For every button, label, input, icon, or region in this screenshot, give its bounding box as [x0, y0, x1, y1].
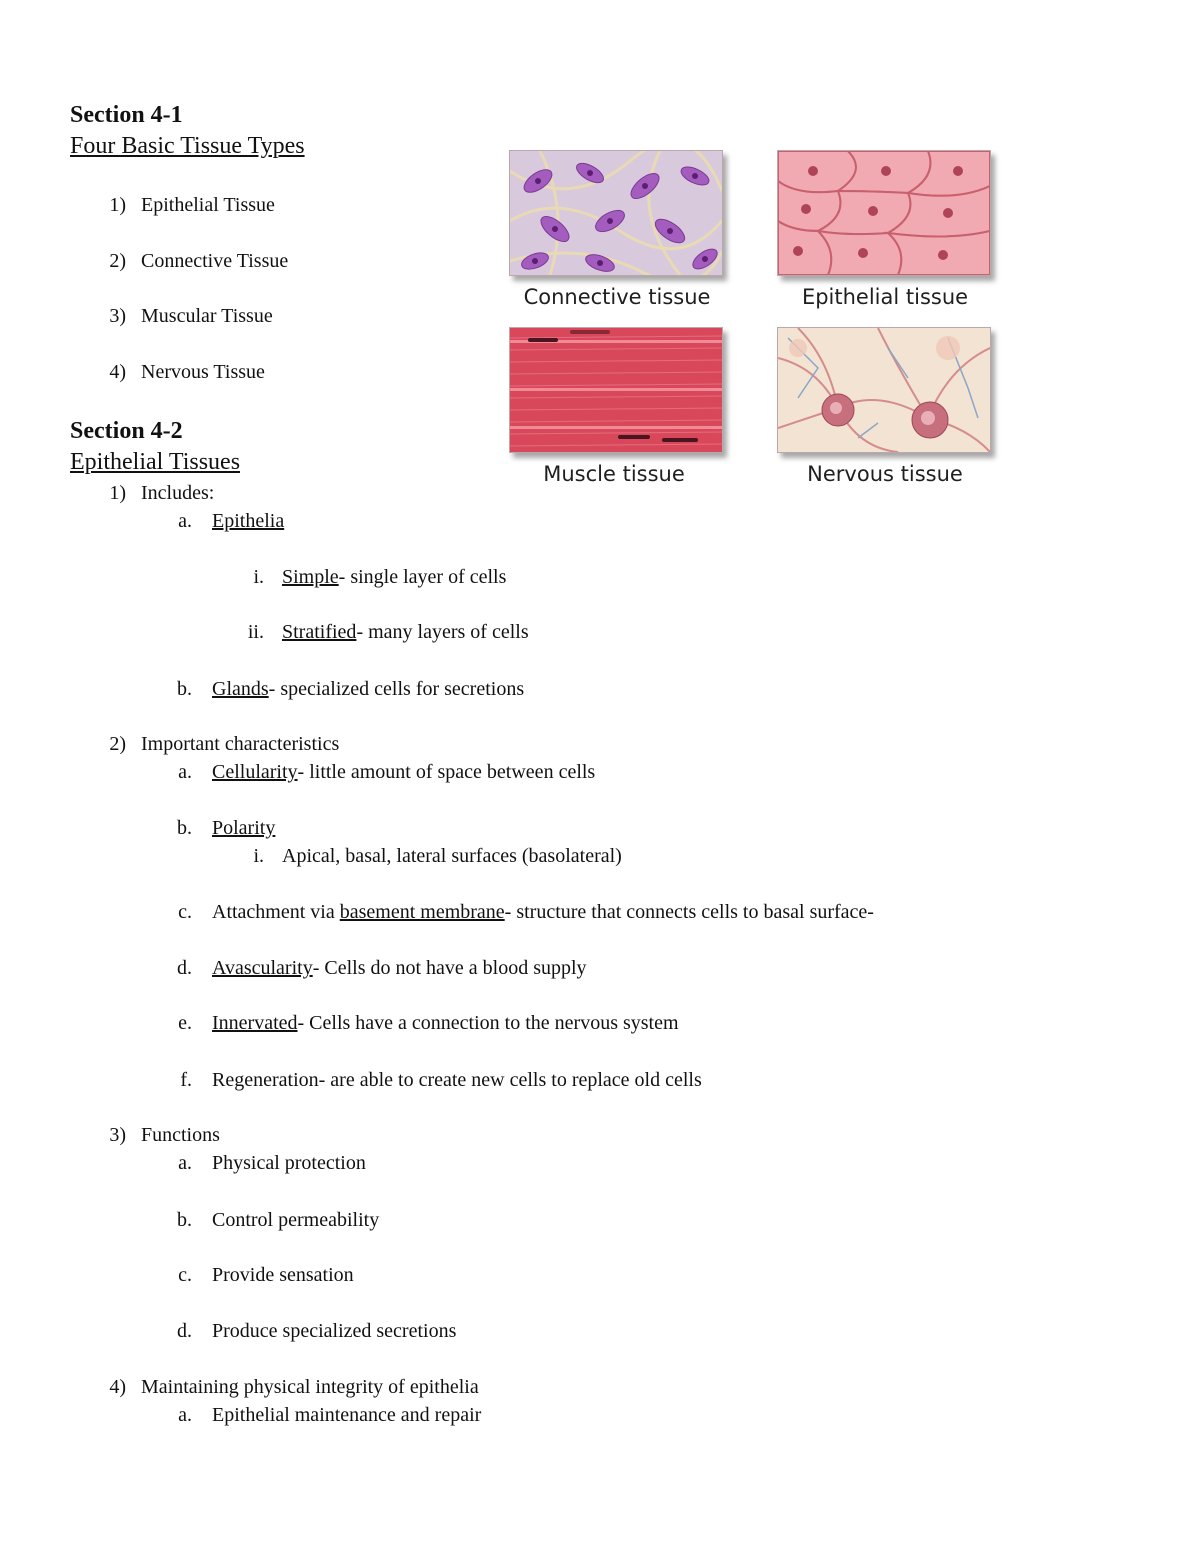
list-letter: a.	[178, 1152, 192, 1174]
function-produce-secretions: Produce specialized secretions	[212, 1320, 457, 1342]
term-glands: Glands	[212, 678, 269, 700]
list-letter: f.	[180, 1069, 192, 1091]
stratified-definition: - many layers of cells	[356, 621, 529, 643]
list-roman: i.	[253, 845, 264, 867]
cellularity-definition: - little amount of space between cells	[297, 761, 596, 783]
term-innervated: Innervated	[212, 1012, 298, 1034]
list-roman: i.	[253, 566, 264, 588]
simple-definition: - single layer of cells	[338, 566, 507, 588]
muscle-tissue-image	[509, 327, 723, 453]
term-stratified: Stratified	[282, 621, 357, 643]
list-number: 3)	[109, 1124, 126, 1146]
list-letter: a.	[178, 1404, 192, 1426]
term-epithelia: Epithelia	[212, 510, 285, 532]
list-letter: d.	[177, 1320, 192, 1342]
list-item-connective: Connective Tissue	[141, 250, 289, 272]
integrity-heading: Maintaining physical integrity of epithelia	[141, 1376, 479, 1398]
connective-tissue-image	[509, 150, 723, 276]
list-letter: a.	[178, 761, 192, 783]
term-basement-membrane: basement membrane	[339, 901, 505, 923]
term-avascularity: Avascularity	[212, 957, 313, 979]
term-simple: Simple	[282, 566, 339, 588]
function-provide-sensation: Provide sensation	[212, 1264, 354, 1286]
epithelial-tissue-image	[777, 150, 991, 276]
list-letter: b.	[177, 1209, 192, 1231]
section-4-1-title: Section 4-1	[70, 102, 183, 128]
epithelial-maintenance-item: Epithelial maintenance and repair	[212, 1404, 482, 1426]
list-letter: e.	[178, 1012, 192, 1034]
list-item-epithelial: Epithelial Tissue	[141, 194, 275, 216]
cellularity-item	[212, 761, 595, 784]
functions-heading: Functions	[141, 1124, 220, 1146]
attachment-prefix: Attachment via	[212, 901, 340, 923]
section-4-1-subtitle: Four Basic Tissue Types	[70, 133, 305, 159]
nervous-tissue-caption: Nervous tissue	[807, 462, 963, 486]
includes-heading: Includes:	[141, 482, 215, 504]
characteristics-heading: Important characteristics	[141, 733, 340, 755]
simple-item	[282, 566, 506, 589]
section-4-2-subtitle: Epithelial Tissues	[70, 449, 241, 475]
list-letter: c.	[178, 901, 192, 923]
term-cellularity: Cellularity	[212, 761, 298, 783]
avascularity-definition: - Cells do not have a blood supply	[312, 957, 587, 979]
list-number: 4)	[109, 361, 126, 383]
function-physical-protection: Physical protection	[212, 1152, 366, 1174]
list-number: 2)	[109, 733, 126, 755]
list-letter: b.	[177, 817, 192, 839]
attachment-item	[212, 901, 874, 924]
innervated-definition: - Cells have a connection to the nervous system	[297, 1012, 679, 1034]
list-letter: d.	[177, 957, 192, 979]
list-number: 1)	[109, 194, 126, 216]
list-number: 4)	[109, 1376, 126, 1398]
muscle-tissue-caption: Muscle tissue	[543, 462, 685, 486]
list-roman: ii.	[247, 621, 264, 643]
nervous-tissue-image	[777, 327, 991, 453]
stratified-item	[282, 621, 529, 644]
list-letter: b.	[177, 678, 192, 700]
list-number: 2)	[109, 250, 126, 272]
section-4-2-title: Section 4-2	[70, 418, 183, 444]
avascularity-item	[212, 957, 587, 980]
epithelial-tissue-caption: Epithelial tissue	[801, 285, 969, 309]
list-number: 1)	[109, 482, 126, 504]
function-control-permeability: Control permeability	[212, 1209, 380, 1231]
list-letter: c.	[178, 1264, 192, 1286]
glands-definition: - specialized cells for secretions	[268, 678, 525, 700]
connective-tissue-caption: Connective tissue	[523, 285, 711, 309]
polarity-surfaces: Apical, basal, lateral surfaces (basolateral)	[282, 845, 622, 867]
list-letter: a.	[178, 510, 192, 532]
glands-item	[212, 678, 524, 701]
innervated-item	[212, 1012, 679, 1035]
polarity-item	[212, 817, 275, 840]
list-number: 3)	[109, 305, 126, 327]
list-item-nervous: Nervous Tissue	[141, 361, 265, 383]
regeneration-item: Regeneration- are able to create new cells to replace old cells	[212, 1069, 702, 1091]
list-item-muscular: Muscular Tissue	[141, 305, 273, 327]
term-polarity: Polarity	[212, 817, 276, 839]
epithelia-item	[212, 510, 284, 533]
attachment-definition: - structure that connects cells to basal surface-	[504, 901, 874, 923]
